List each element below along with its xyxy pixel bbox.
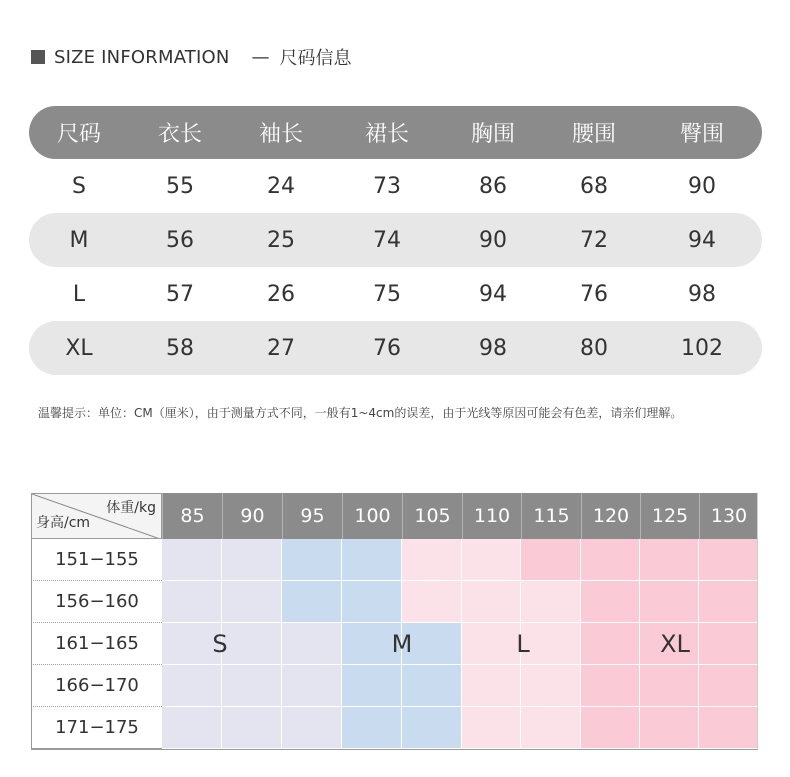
size-zone-cell — [699, 539, 758, 581]
size-table-row — [29, 267, 762, 321]
zone-label: S — [212, 630, 228, 658]
height-row-label: 161−165 — [31, 623, 162, 665]
size-table-row — [29, 159, 762, 213]
size-zone-cell — [462, 665, 521, 707]
size-zone-cell — [342, 707, 402, 749]
weight-header-cell: 110 — [462, 493, 521, 539]
size-table-cell: 98 — [688, 281, 716, 307]
size-table-cell: 72 — [580, 227, 608, 253]
size-table-header-cell: 衣长 — [157, 122, 202, 147]
weight-header-cell: 105 — [402, 493, 462, 539]
size-zone-cell — [462, 581, 521, 623]
size-zone-cell — [521, 581, 581, 623]
size-table-header-row — [29, 106, 762, 159]
size-zone-cell — [402, 581, 462, 623]
size-table-cell: 58 — [166, 335, 194, 361]
size-zone-cell — [521, 623, 581, 665]
weight-header-cell: 115 — [521, 493, 581, 539]
size-zone-cell — [640, 665, 699, 707]
size-table-cell: 75 — [373, 281, 401, 307]
size-table-cell: 73 — [373, 173, 401, 199]
size-table-cell: 25 — [267, 227, 295, 253]
height-row-label: 156−160 — [31, 581, 162, 623]
weight-header-cell: 95 — [282, 493, 342, 539]
size-table — [29, 106, 762, 375]
zone-label: XL — [660, 630, 690, 658]
size-zone-cell — [581, 539, 640, 581]
zone-label: M — [391, 630, 413, 658]
size-table-cell: 76 — [373, 335, 401, 361]
size-table-cell: 68 — [580, 173, 608, 199]
size-table-cell: 86 — [479, 173, 507, 199]
size-zone-cell — [342, 539, 402, 581]
size-table-cell: 90 — [688, 173, 716, 199]
size-table-header-cell: 裙长 — [364, 122, 409, 147]
size-zone-cell — [162, 665, 222, 707]
size-zone-cell — [402, 707, 462, 749]
size-table-cell: M — [69, 227, 89, 253]
size-zone-cell — [462, 539, 521, 581]
weight-header-cell: 125 — [640, 493, 699, 539]
size-zone-cell — [222, 581, 282, 623]
height-row-label: 151−155 — [31, 539, 162, 581]
size-table-header-cell: 尺码 — [56, 122, 101, 147]
measurement-note: 温馨提示：单位：CM（厘米），由于测量方式不同，一般有1~4cm的误差，由于光线等原因可能会有色差，请亲们理解。 — [38, 406, 683, 420]
size-zone-cell — [699, 623, 758, 665]
size-zone-cell — [640, 707, 699, 749]
weight-header-cell: 85 — [162, 493, 222, 539]
size-table-cell: 98 — [479, 335, 507, 361]
size-table-header-cell: 袖长 — [258, 122, 303, 147]
size-zone-cell — [222, 707, 282, 749]
size-zone-cell — [282, 539, 342, 581]
size-zone-cell — [581, 707, 640, 749]
size-zone-cell — [581, 581, 640, 623]
size-zone-cell — [521, 539, 581, 581]
size-table-cell: 76 — [580, 281, 608, 307]
weight-header-cell: 100 — [342, 493, 402, 539]
size-table-header-cell: 臀围 — [679, 122, 724, 147]
size-zone-cell — [521, 707, 581, 749]
header-dash: — — [251, 46, 270, 68]
size-zone-cell — [162, 581, 222, 623]
size-table-row — [29, 321, 762, 375]
size-table-cell: 56 — [166, 227, 194, 253]
zone-label: L — [516, 630, 530, 658]
size-table-cell: 55 — [166, 173, 194, 199]
weight-header-cell: 120 — [581, 493, 640, 539]
size-table-cell: 94 — [479, 281, 507, 307]
size-zone-cell — [222, 623, 282, 665]
size-zone-cell — [222, 539, 282, 581]
height-row-label: 171−175 — [31, 707, 162, 749]
section-header — [31, 45, 352, 69]
size-zone-cell — [282, 623, 342, 665]
size-zone-cell — [640, 539, 699, 581]
size-zone-cell — [699, 707, 758, 749]
size-zone-cell — [402, 539, 462, 581]
size-table-row — [29, 213, 762, 267]
size-table-cell: 94 — [688, 227, 716, 253]
size-table-header-cell: 腰围 — [571, 122, 616, 147]
size-zone-cell — [581, 665, 640, 707]
chart-corner-cell — [31, 493, 162, 539]
size-zone-cell — [699, 665, 758, 707]
size-zone-cell — [462, 623, 521, 665]
size-table-cell: 80 — [580, 335, 608, 361]
header-title-en: SIZE INFORMATION — [54, 46, 230, 68]
size-table-cell: 26 — [267, 281, 295, 307]
size-zone-cell — [342, 665, 402, 707]
size-zone-cell — [282, 665, 342, 707]
corner-height-label: 身高/cm — [36, 515, 91, 531]
square-bullet-icon — [31, 50, 45, 64]
weight-height-chart — [31, 493, 758, 750]
size-table-cell: L — [72, 281, 86, 307]
size-zone-cell — [462, 707, 521, 749]
size-table-cell: 102 — [681, 335, 723, 361]
weight-header-cell: 130 — [699, 493, 758, 539]
size-zone-cell — [162, 539, 222, 581]
size-zone-cell — [640, 581, 699, 623]
size-table-cell: 90 — [479, 227, 507, 253]
size-zone-cell — [581, 623, 640, 665]
size-table-cell: XL — [65, 335, 93, 361]
size-zone-cell — [699, 581, 758, 623]
size-table-cell: 24 — [267, 173, 295, 199]
size-table-cell: 57 — [166, 281, 194, 307]
size-zone-cell — [282, 707, 342, 749]
size-zone-cell — [521, 665, 581, 707]
corner-weight-label: 体重/kg — [106, 500, 156, 516]
size-table-cell: S — [72, 173, 86, 199]
header-title-cn: 尺码信息 — [279, 48, 352, 69]
size-zone-cell — [342, 581, 402, 623]
size-zone-cell — [162, 707, 222, 749]
size-zone-cell — [222, 665, 282, 707]
size-zone-cell — [402, 665, 462, 707]
size-zone-cell — [282, 581, 342, 623]
height-row-label: 166−170 — [31, 665, 162, 707]
weight-header-cell: 90 — [222, 493, 282, 539]
size-table-cell: 74 — [373, 227, 401, 253]
size-table-header-cell: 胸围 — [470, 122, 515, 147]
size-table-cell: 27 — [267, 335, 295, 361]
